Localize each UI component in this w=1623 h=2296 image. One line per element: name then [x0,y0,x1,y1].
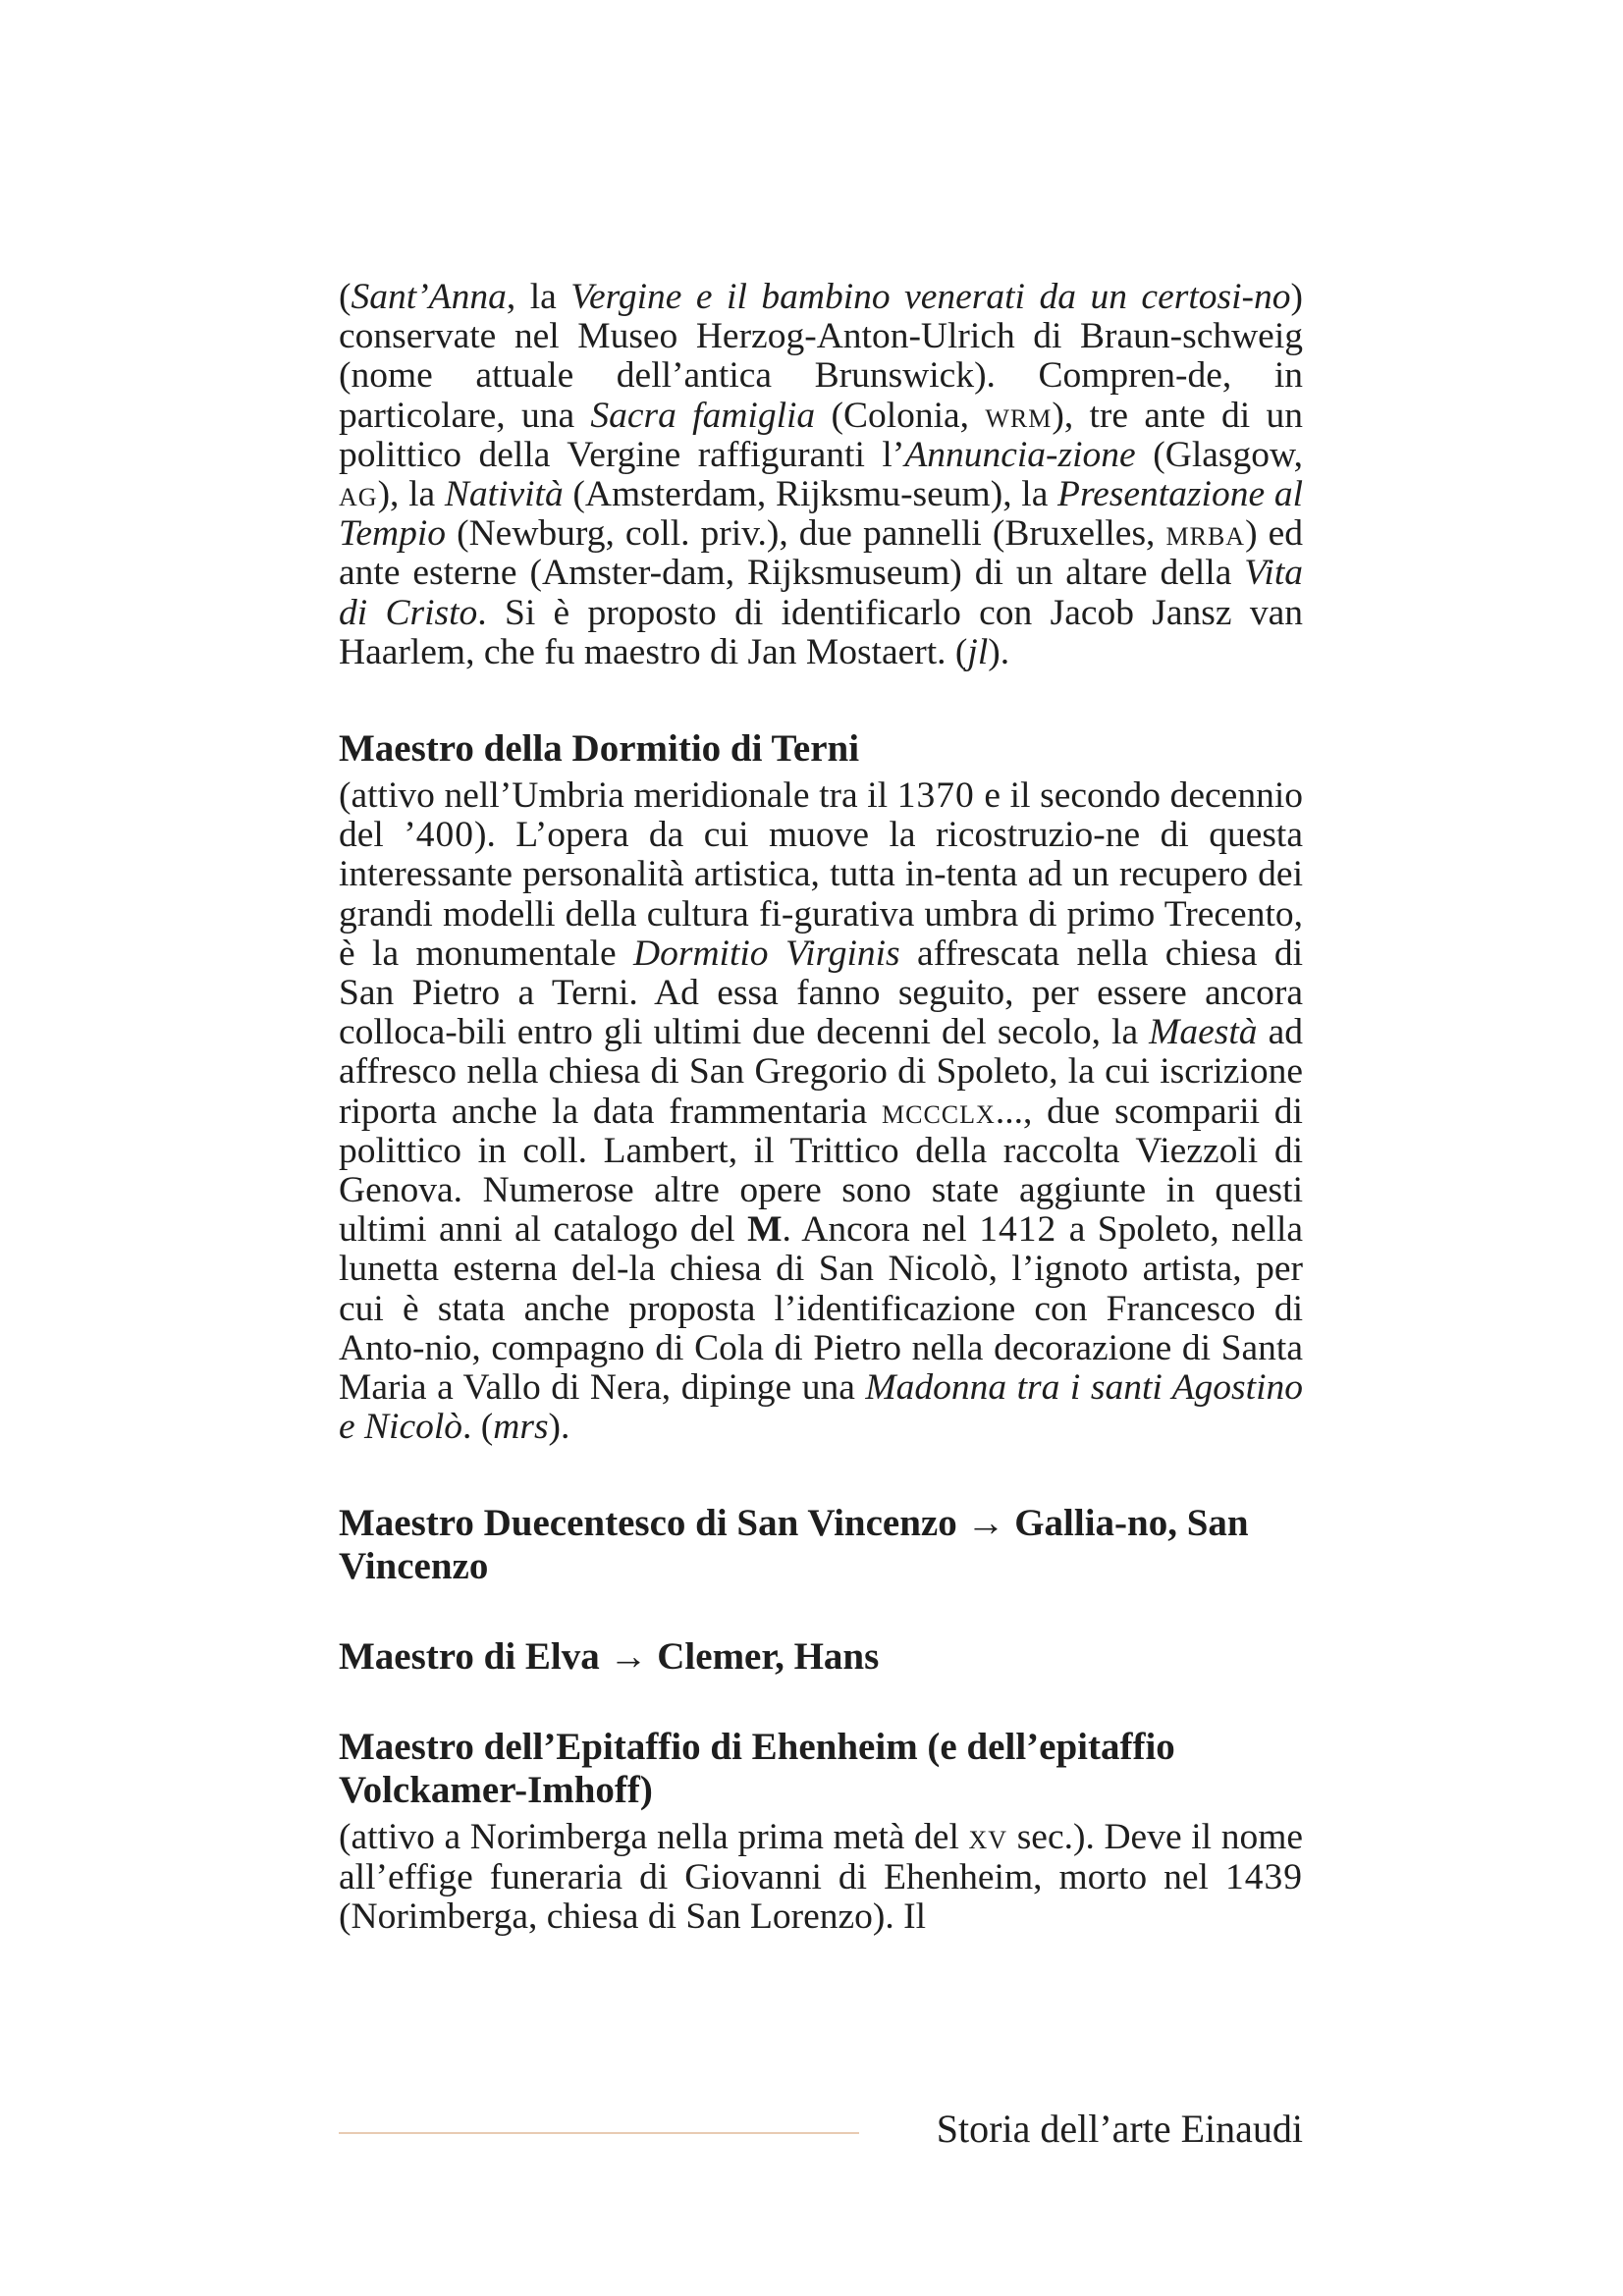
text-run: . ( [462,1407,494,1448]
page-content [339,278,1303,1937]
author-initials: mrs [493,1407,549,1448]
text-run: (attivo a Norimberga nella prima metà del [339,1817,969,1858]
entry-title-cross-reference: Maestro di Elva → Clemer, Hans [339,1635,880,1679]
text-run: ( [339,277,352,317]
museum-abbreviation: ag [339,474,378,515]
text-run: e il secondo decennio del ’ [339,775,1303,856]
year: 1412 [979,1209,1057,1251]
text-run: (Amsterdam, Rijksmu-seum), la [563,474,1058,515]
text-run: ..., due scomparii di polittico in coll. Lambert, il Trittico della raccolta Viezzoli di Genova. Numerose altre opere sono state aggiunte in questi ultimi anni al catalogo del [339,1091,1303,1251]
artwork-title: Vita di Cristo [339,553,1303,633]
entry-title: Maestro della Dormitio di Terni [339,727,860,771]
text-run: . Ancora nel [782,1209,980,1251]
spacer [339,672,1303,727]
entry-title: Maestro dell’Epitaffio di Ehenheim (e dell’epitaffio Volckamer-Imhoff) [339,1726,1175,1812]
artwork-title: Natività [444,474,564,515]
text-run: (Colonia, [815,395,986,436]
artwork-title: Annuncia-zione [904,434,1136,475]
artwork-title: Sant’Anna [351,277,507,317]
text-run: . Si è proposto di identificarlo con Jacob Jansz van Haarlem, che fu maestro di Jan Mostaert. ( [339,592,1303,672]
text-run: ), tre ante di un polittico della Vergine raffiguranti l’ [339,395,1304,475]
entry-paragraph [339,1818,1303,1937]
artwork-title: Madonna tra i santi Agostino e Nicolò [339,1367,1303,1448]
text-run: , la [506,277,571,317]
artwork-title: Sacra famiglia [590,395,816,436]
year: 400 [415,815,474,856]
entry-title-cross-reference: Maestro Duecentesco di San Vincenzo → Gallia-no, San Vincenzo [339,1502,1249,1588]
text-run: affrescata nella chiesa di San Pietro a Terni. Ad essa fanno seguito, per essere ancora colloca-bili entro gli ultimi due decenni del secolo, la [339,933,1303,1053]
museum-abbreviation: mrba [1165,513,1246,555]
inscription-date: mccclx [882,1091,996,1132]
spacer [339,1679,1303,1726]
footer-divider [339,2132,859,2134]
text-run: (Norimberga, chiesa di San Lorenzo). Il [339,1896,927,1937]
text-run: ). L’opera da cui muove la ricostruzio-ne di questa interessante personalità artistica, tutta in-tenta ad un recupero dei grandi modelli della cultura fi-gurativa umbra di primo Trecento, è la monumentale [339,815,1303,974]
text-run: ). [548,1407,570,1448]
text-run: (Glasgow, [1135,434,1304,475]
headword-abbreviation: M [747,1209,783,1251]
artwork-title: Dormitio Virginis [633,933,900,974]
year: 1370 [896,775,975,817]
artwork-title: Vergine e il bambino venerati da un certosi-no [570,277,1291,317]
text-run: ). [988,631,1010,672]
year: 1439 [1225,1856,1303,1897]
artwork-title: Presentazione al Tempio [339,474,1303,555]
text-run: ), la [377,474,445,515]
text-run: a Spoleto, nella lunetta esterna del-la chiesa di San Nicolò, l’ignoto artista, per cui è stata anche proposta l’identificazione con Francesco di Anto-nio, compagno di Cola di Pietro nella decorazione di Santa Maria a Vallo di Nera, dipinge una [339,1209,1304,1409]
text-run: (Newburg, coll. priv.), due pannelli (Bruxelles, [446,513,1166,555]
text-run: ad affresco nella chiesa di San Gregorio di Spoleto, la cui iscrizione riporta anche la data frammentaria [339,1012,1303,1132]
text-run: (attivo nell’Umbria meridionale tra il [339,775,897,817]
footer-publication-title: Storia dell’arte Einaudi [936,2107,1303,2151]
page-footer [339,2100,1303,2159]
text-run: sec.). Deve il nome all’effige funeraria di Giovanni di Ehenheim, morto nel [339,1817,1304,1897]
century-numeral: xv [968,1817,1008,1858]
spacer [339,1447,1303,1502]
spacer [339,1588,1303,1635]
text-run: ) conservate nel Museo Herzog-Anton-Ulrich di Braun-schweig (nome attuale dell’antica Brunswick). Compren-de, in particolare, una [339,277,1303,436]
entry-paragraph [339,776,1303,1447]
author-initials: jl [967,631,989,672]
museum-abbreviation: wrm [985,395,1053,436]
text-run: ) ed ante esterne (Amster-dam, Rijksmuseum) di un altare della [339,513,1303,594]
artwork-title: Maestà [1149,1012,1258,1053]
entry-continuation-paragraph [339,278,1303,672]
